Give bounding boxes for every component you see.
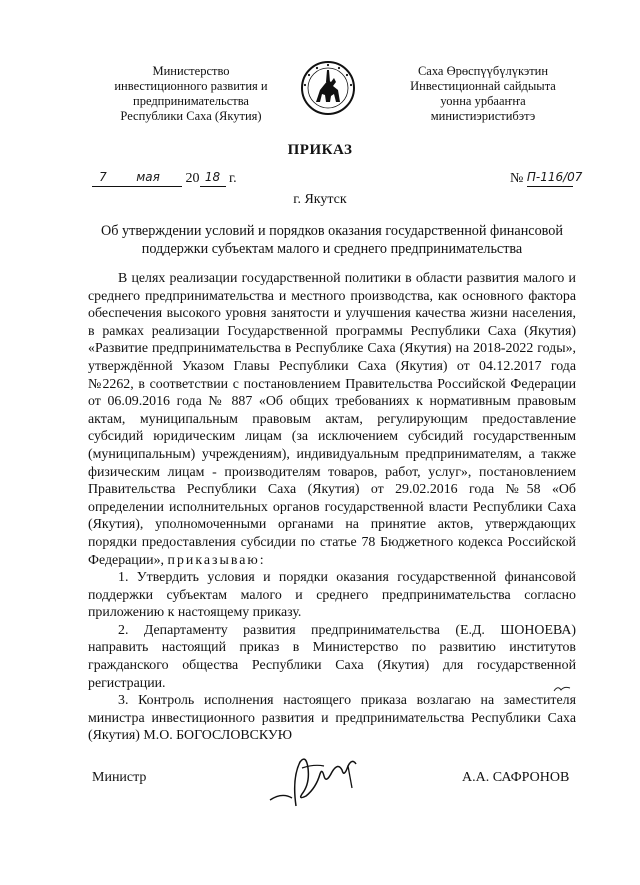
date-year-unit: г. [229, 171, 237, 186]
order-item: 3. Контроль исполнения настоящего приказа возлагаю на заместителя министра инвестиционного развития и предпринимательства Республики Саха (Якутия) М.О. БОГОСЛОВСКУЮ [88, 693, 576, 744]
number-prefix: № [510, 171, 524, 186]
date-day: 7 [92, 170, 114, 187]
header-right-line: Саха Өрөспүүбүлүкэтин [417, 64, 549, 78]
header-left-line: Министерство [152, 64, 230, 78]
header-right-line: министиэристибэтэ [430, 109, 536, 123]
order-body [88, 270, 576, 745]
city: г. Якутск [293, 192, 347, 207]
number-value: П-116/07 [527, 170, 573, 187]
order-item: 1. Утвердить условия и порядки оказания государственной финансовой поддержки субъектам малого и среднего предпринимательства согласно приложению к настоящему приказу. [88, 570, 576, 621]
header-left-line: Республики Саха (Якутия) [120, 109, 262, 123]
order-item: 2. Департаменту развития предпринимательства (Е.Д. ШОНОЕВА) направить настоящий приказ в Министерство по развитию институтов гражданского общества Республики Саха (Якутия) для государственной регистрации. [88, 622, 576, 691]
order-subject: Об утверждении условий и порядков оказания государственной финансовой поддержки субъектам малого и среднего предпринимательства [101, 223, 563, 257]
order-date [92, 170, 237, 190]
preamble-text: В целях реализации государственной политики в области развития малого и среднего предпринимательства и местного производства, как основного фактора обеспечения высокого уровня занятости и улучшения качества жизни населения, в рамках реализации Государственной программы Республики Саха (Якутия) «Развитие предпринимательства в Республике Саха (Якутия) на 2018-2022 годы», утверждённой Указом Главы Республики Саха (Якутия) от 04.12.2017 года №2262, в соответствии с постановлением Правительства Российской Федерации от 06.09.2016 года № 887 «Об общих требованиях к нормативным правовым актам, муниципальным правовым актам, регулирующим предоставление субсидий юридическим лицам (за исключением субсидий государственным (муниципальным) учреждениям), индивидуальным предпринимателям, а также физическим лицам - производителям товаров, работ, услуг», постановлением Правительства Республики Саха (Якутия) от 29.02.2016 года №58 «Об определении исполнительных органов государственной власти Республики Саха (Якутия), уполномоченными органами на принятие актов, утверждающих порядки предоставления субсидии по статье 78 Бюджетного кодекса Российской Федерации», [88, 271, 576, 568]
handwritten-mark-icon [552, 684, 572, 694]
date-month: мая [114, 170, 182, 187]
header-right-line: Инвестиционнай сайдыыта [410, 79, 556, 93]
header-left-line: предпринимательства [133, 94, 249, 108]
ministry-name-yakut [388, 64, 578, 124]
document-title: ПРИКАЗ [287, 142, 353, 158]
date-year-suffix: 18 [200, 170, 226, 187]
date-year-prefix: 20 [185, 171, 200, 186]
coat-of-arms-emblem [298, 60, 358, 116]
header-right-line: уонна урбааҥҥа [440, 94, 526, 108]
order-word: приказываю: [167, 552, 266, 568]
signatory-name: А.А. САФРОНОВ [462, 770, 570, 785]
preamble-paragraph [88, 270, 576, 569]
handwritten-signature [262, 748, 372, 818]
signatory-title: Министр [92, 770, 147, 785]
order-number [510, 170, 583, 190]
ministry-name-russian [96, 64, 286, 124]
header-left-line: инвестиционного развития и [114, 79, 268, 93]
